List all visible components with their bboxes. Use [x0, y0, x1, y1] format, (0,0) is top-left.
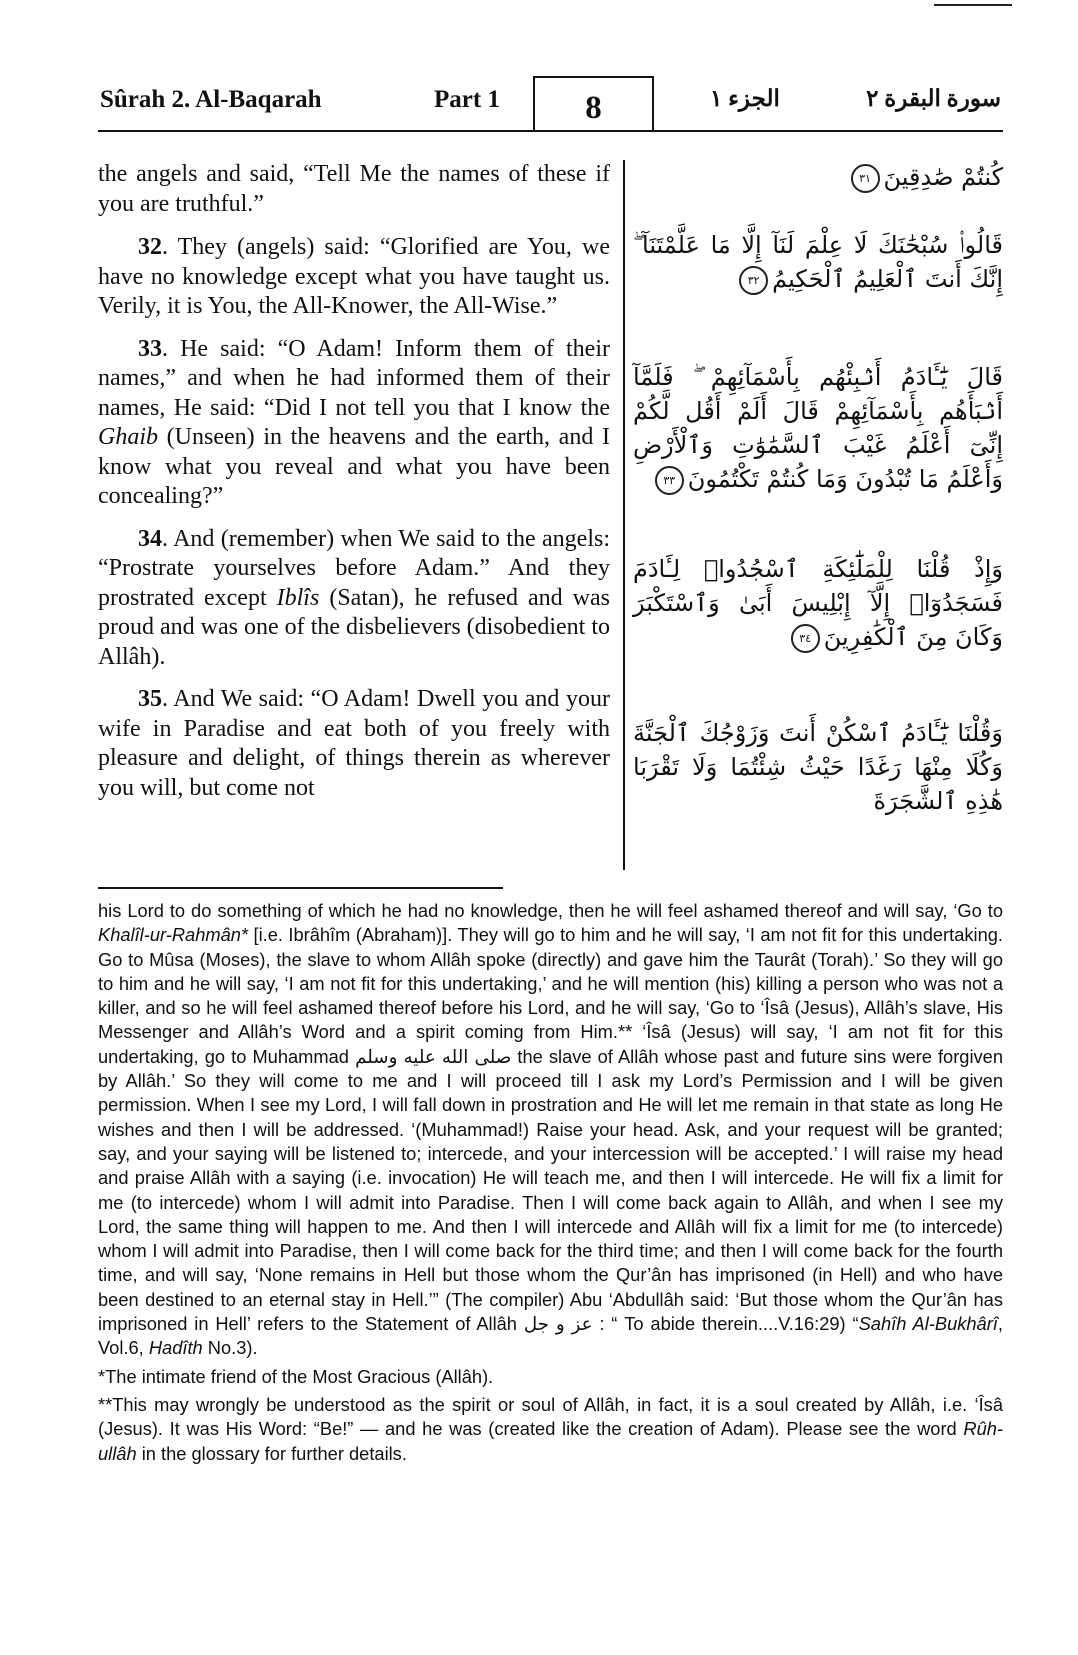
translation-para-31-cont: the angels and said, “Tell Me the names of these if you are truthful.” [98, 161, 610, 217]
translation-para-35: 35. And We said: “O Adam! Dwell you and your wife in Paradise and eat both of you freely with pleasure and delight, of things therein as wherever you will, but come not [98, 686, 610, 801]
surah-title-en: Sûrah 2. Al-Baqarah [100, 86, 322, 113]
arabic-verse-34: وَإِذْ قُلْنَا لِلْمَلَٰٓئِكَةِ ٱسْجُدُوا۟ لِـَٔادَمَ فَسَجَدُوٓا۟ إِلَّآ إِبْلِيسَ أَبَىٰ وَٱسْتَكْبَرَ وَكَانَ مِنَ ٱلْكَٰفِرِينَ٣٤ [633, 555, 1003, 651]
ayah-marker: ٣٢ [739, 266, 768, 295]
arabic-verse-31-end: كُنتُمْ صَٰدِقِينَ٣١ [633, 160, 1003, 194]
surah-title-ar: سورة البقرة ٢ [866, 86, 1001, 111]
translation-para-34: 34. And (remember) when We said to the angels: “Prostrate yourselves before Adam.” And they prostrated except Iblîs (Satan), he refused and was proud and was one of the disbelievers (disobedient to Allâh). [98, 525, 610, 670]
part-label-en: Part 1 [434, 86, 500, 113]
footnote-note-2: **This may wrongly be understood as the spirit or soul of Allâh, in fact, it is a soul created by Allâh, i.e. ‘Îsâ (Jesus). It was His Word: “Be!” — and he was (created like the creation of Adam). Please see the word Rûh-ullâh in the glossary for further details. [98, 1393, 1003, 1464]
juz-label-ar: الجزء ١ [710, 86, 780, 111]
top-rule [934, 4, 1012, 6]
ayah-marker: ٣٣ [655, 466, 684, 495]
page-header [98, 80, 1003, 132]
ayah-marker: ٣٤ [791, 624, 820, 653]
footnote-main: his Lord to do something of which he had no knowledge, then he will feel ashamed thereof and will say, ‘Go to Khalîl-ur-Rahmân* [i.e. Ibrâhîm (Abraham)]. They will go to him and he will say, ‘I am not fit for this undertaking. Go to Mûsa (Moses), the slave to whom Allâh spoke (directly) and gave him the Taurât (Torah).’ So they will go to him and he will say, ‘I am not fit for this undertaking,’ and he will mention (his) killing a person who was not a killer, and so he will feel ashamed thereof before his Lord, and he will say, ‘Go to ‘Îsâ (Jesus), Allâh’s slave, His Messenger and Allâh’s Word and a spirit coming from Him.** ‘Îsâ (Jesus) will say, ‘I am not fit for this undertaking, go to Muhammad صلى الله عليه وسلم the slave of Allâh whose past and future sins were forgiven by Allâh.’ So they will come to me and I will proceed till I ask my Lord’s Permission and I will be given permission. When I see my Lord, I will fall down in prostration and He will let me remain in that state as long He wishes and then I will be addressed. ‘(Muhammad!) Raise your head. Ask, and your request will be granted; say, and your saying will be listened to; intercede, and your intercession will be accepted.’ I will raise my head and praise Allâh with a saying (i.e. invocation) He will teach me, and then I will intercede. He will fix a limit for me (to intercede) whom I will admit into Paradise. Then I will come back again to Allâh, and when I see my Lord, the same thing will happen to me. And then I will intercede and Allâh will fix a limit for me (to intercede) whom I will admit into Paradise, then I will come back for the third time; and then I will come back for the fourth time, and will say, ‘None remains in Hell but those whom the Qur’ân has imprisoned (in Hell) and who have been destined to an eternal stay in Hell.’” (The compiler) Abu ‘Abdullâh said: ‘But those whom the Qur’ân has imprisoned in Hell’ refers to the Statement of Allâh عز و جل : “ To abide therein....V.16:29) “Sahîh Al-Bukhârî, Vol.6, Hadîth No.3). [98, 900, 1003, 1359]
arabic-verse-33: قَالَ يَٰٓـَٔادَمُ أَنۢبِئْهُم بِأَسْمَآئِهِمْ ۖ فَلَمَّآ أَنۢبَأَهُم بِأَسْمَآئِهِمْ قَالَ أَلَمْ أَقُل لَّكُمْ إِنِّىٓ أَعْلَمُ غَيْبَ ٱلسَّمَٰوَٰتِ وَٱلْأَرْضِ وَأَعْلَمُ مَا تُبْدُونَ وَمَا كُنتُمْ تَكْتُمُونَ٣٣ [633, 363, 1003, 493]
translation-para-32: 32. They (angels) said: “Glorified are You, we have no knowledge except what you have taught us. Verily, it is You, the All-Knower, the All-Wise.” [98, 234, 610, 319]
column-divider [623, 160, 625, 870]
arabic-verse-35: وَقُلْنَا يَٰٓـَٔادَمُ ٱسْكُنْ أَنتَ وَزَوْجُكَ ٱلْجَنَّةَ وَكُلَا مِنْهَا رَغَدًا حَيْثُ شِئْتُمَا وَلَا تَقْرَبَا هَٰذِهِ ٱلشَّجَرَةَ [633, 719, 1003, 815]
translation-para-33: 33. He said: “O Adam! Inform them of their names,” and when he had informed them of their names, He said: “Did I not tell you that I know the Ghaib (Unseen) in the heavens and the earth, and I know what you reveal and what you have been concealing?” [98, 335, 610, 509]
footnote-note-1: *The intimate friend of the Most Gracious (Allâh). [98, 1365, 494, 1387]
ayah-marker: ٣١ [851, 164, 880, 193]
page-number: 8 [533, 76, 654, 131]
footnotes [98, 899, 1003, 1470]
footnote-rule [98, 887, 503, 889]
arabic-verse-32: قَالُوا۟ سُبْحَٰنَكَ لَا عِلْمَ لَنَآ إِلَّا مَا عَلَّمْتَنَآ ۖ إِنَّكَ أَنتَ ٱلْعَلِيمُ ٱلْحَكِيمُ٣٢ [633, 231, 1003, 293]
translation-column [98, 160, 610, 816]
